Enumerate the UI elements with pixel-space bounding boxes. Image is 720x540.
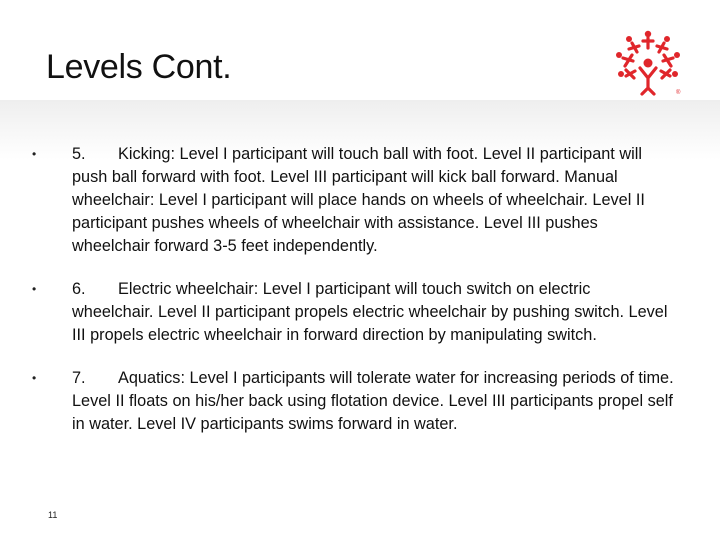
bullet-text [72, 278, 676, 347]
bullet-text [72, 367, 676, 436]
page-number: 11 [48, 510, 58, 520]
list-item [26, 143, 676, 258]
bullet-body: Aquatics: Level I participants will tolerate water for increasing periods of time. Level II floats on his/her back using flotation device. Level III participants propel self in water. Level IV participants swims forward in water. [72, 369, 674, 433]
special-olympics-logo-icon [612, 28, 684, 100]
bullet-body: Kicking: Level I participant will touch ball with foot. Level II participant will push ball forward with foot. Level III participant will kick ball forward. Manual wheelchair: Level I participant will place hands on wheels of wheelchair. Level II participant pushes wheels of wheelchair with assistance. Level III pushes wheelchair forward 3-5 feet independently. [72, 145, 645, 255]
bullet-text [72, 143, 676, 258]
bullet-number: 5. [72, 145, 86, 163]
bullet-number: 6. [72, 280, 86, 298]
bullet-icon: • [32, 147, 37, 161]
slide-title: Levels Cont. [46, 48, 232, 86]
list-item [26, 278, 676, 347]
bullet-number: 7. [72, 369, 86, 387]
bullet-list [26, 143, 676, 456]
bullet-body: Electric wheelchair: Level I participant will touch switch on electric wheelchair. Level II participant propels electric wheelchair by pushing switch. Level III propels electric wheelchair in forward direction by manipulating switch. [72, 280, 668, 344]
bullet-icon: • [32, 371, 37, 385]
registered-mark: ® [676, 90, 681, 96]
list-item [26, 367, 676, 436]
bullet-icon: • [32, 282, 37, 296]
